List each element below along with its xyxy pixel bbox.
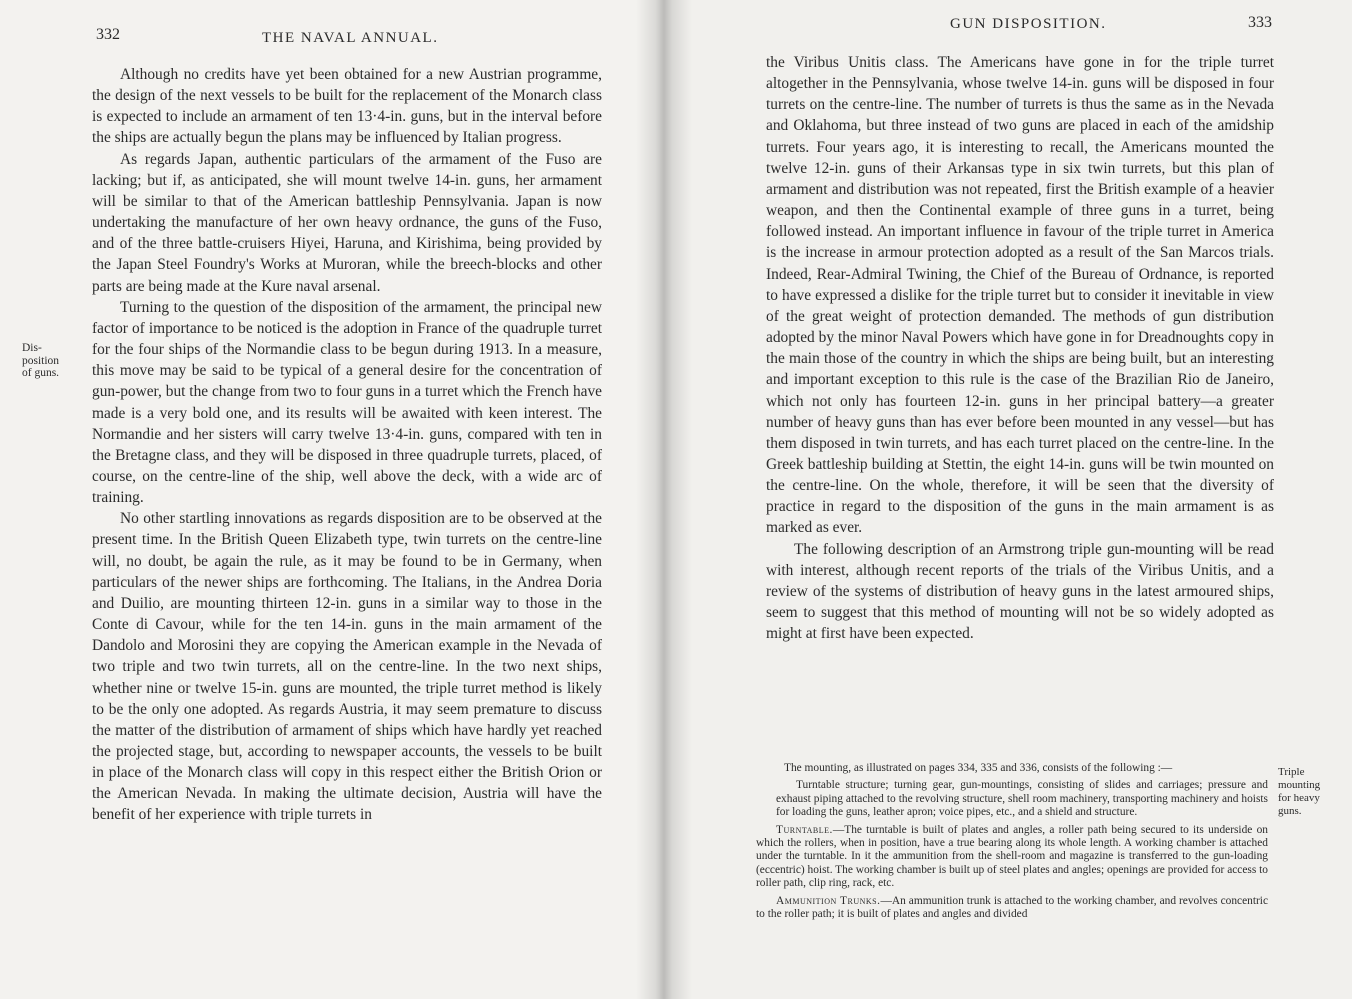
paragraph: Turning to the question of the disposition of the armament, the principal new factor of importance to be noticed is the adoption in France of the quadruple turret for the four ships of the Normandie class to be begun during 1913. In a measure, this move may be said to be typical of a general desire for the concentration of gun-power, but the change from two to four guns in a turret which the French have made is a very bold one, and its results will be awaited with keen interest. The Normandie and her sisters will carry twelve 13·4-in. guns, compared with ten in the Bretagne class, and they will be disposed in three quadruple turrets, placed, of course, on the centre-line of the ship, well above the deck, with a wide arc of training.: [92, 298, 602, 507]
paragraph: No other startling innovations as regards disposition are to be observed at the present time. In the British Queen Elizabeth type, twin turrets on the centre-line will, no doubt, be again the rule, as it may be found to be in Germany, when particulars of the newer ships are forthcoming. The Italians, in the Andrea Doria and Duilio, are mounting thirteen 12-in. guns in a similar way to those in the Conte di Cavour, while for the ten 14-in. guns in the main armament of the Dandolo and Morosini they are copying the American example in the Nevada of two triple and two twin turrets, all on the centre-line. In the two next ships, whether nine or twelve 15-in. guns are mounted, the triple turret method is likely to be the only one adopted. As regards Austria, it may seem premature to discuss the matter of the distribution of armament of ships which have hardly yet reached the projected stage, but, according to newspaper accounts, the vessels to be built in place of the Monarch class will copy in this respect either the British Orion or the American Nevada. In making the ultimate decision, Austria will have the benefit of her experience with triple turrets in: [92, 510, 602, 824]
margin-note-line: position: [22, 354, 60, 367]
margin-note-line: mounting: [1278, 779, 1321, 791]
trunks-heading: Ammunition Trunks.: [776, 894, 881, 907]
margin-note-line: of guns.: [22, 367, 60, 379]
right-page-number: 333: [1248, 14, 1272, 31]
small-print-list: Turntable structure; turning gear, gun-mountings, consisting of slides and carriages; pressure and exhaust piping attached to the revolving structure, shell room machinery, transporting machinery and hoists for loading the guns, leather apron; voice pipes, etc., and a shield and structure.: [776, 779, 1268, 819]
margin-note-line: guns.: [1278, 805, 1302, 817]
left-page-number: 332: [96, 26, 120, 43]
left-margin-note: [22, 342, 59, 380]
paragraph: As regards Japan, authentic particulars of the armament of the Fuso are lacking; but if, as anticipated, she will mount twelve 14-in. guns, her armament will be similar to that of the American battleship Pennsylvania. Japan is now undertaking the manufacture of her own heavy ordnance, the guns of the Fuso, and of the three battle-cruisers Hiyei, Haruna, and Kirishima, being provided by the Japan Steel Foundry's Works at Muroran, while the breech-blocks and other parts are being made at the Kure naval arsenal.: [92, 150, 602, 295]
paragraph: The following description of an Armstrong triple gun-mounting will be read with interest, although recent reports of the trials of the Viribus Unitis, and a review of the systems of distribution of heavy guns in the latest armoured ships, seem to suggest that this method of mounting will not be so widely adopted as might at first have been expected.: [766, 540, 1274, 643]
small-print-block: [756, 762, 1268, 925]
left-text-column: [92, 64, 602, 826]
right-margin-note: [1278, 766, 1320, 818]
trunks-paragraph: [756, 895, 1268, 922]
margin-note-line: for heavy: [1278, 792, 1320, 804]
right-text-column: [766, 52, 1274, 644]
turntable-paragraph: [756, 824, 1268, 891]
small-print-intro: The mounting, as illustrated on pages 334, 335 and 336, consists of the following :—: [784, 762, 1173, 774]
left-running-head: THE NAVAL ANNUAL.: [262, 30, 439, 46]
turntable-heading: Turntable.: [776, 823, 833, 836]
paragraph: Although no credits have yet been obtained for a new Austrian programme, the design of the next vessels to be built for the replacement of the Monarch class is expected to include an armament of ten 13·4-in. guns, but in the interval before the ships are actually begun the plans may be influenced by Italian progress.: [92, 66, 602, 147]
paragraph: the Viribus Unitis class. The Americans have gone in for the triple turret altogether in the Pennsylvania, whose twelve 14-in. guns will be disposed in four turrets on the centre-line. The number of turrets is thus the same as in the Nevada and Oklahoma, but three instead of two guns are placed in each of the amidship turrets. Four years ago, it is interesting to recall, the Americans mounted the twelve 12-in. guns of their Arkansas type in six twin turrets, but this plan of armament and distribution was not repeated, first the British example of a heavier weapon, and then the Continental example of three guns in a turret, being followed instead. An important influence in favour of the triple turret in America is the increase in armour protection adopted as a result of the San Marcos trials. Indeed, Rear-Admiral Twining, the Chief of the Bureau of Ordnance, is reported to have expressed a dislike for the triple turret but to consider it inevitable in view of the great weight of protection demanded. The methods of gun distribution adopted by the minor Naval Powers which have gone in for Dreadnoughts copy in the main those of the country in which the ships are being built, but an interesting and important exception to this rule is the case of the Brazilian Rio de Janeiro, which not only has fourteen 12-in. guns in her principal battery—a greater number of heavy guns than has ever before been mounted in any vessel—but has them disposed in twin turrets, and has each turret placed on the centre-line. In the Greek battleship building at Stettin, the eight 14-in. guns will be twin mounted on the centre-line. On the whole, therefore, it will be seen that the diversity of practice in regard to the disposition of the guns in the main armament is as marked as ever.: [766, 54, 1274, 537]
margin-note-line: Triple: [1278, 766, 1305, 778]
turntable-text: —The turntable is built of plates and angles, a roller path being secured to its underside on which the rollers, when in position, have a true bearing along its whole length. A working chamber is attached under the turntable. In it the ammunition from the shell-room and magazine is transferred to the gun-loading (eccentric) hoist. The working chamber is built up of steel plates and angles; openings are provided for access to roller path, clip ring, rack, etc.: [756, 823, 1268, 890]
margin-note-line: Dis-: [22, 342, 42, 354]
left-page: [0, 0, 660, 999]
trunks-text: —An ammunition trunk is attached to the working chamber, and revolves concentric to the roller path; it is built of plates and angles and divided: [756, 894, 1268, 921]
right-running-head: GUN DISPOSITION.: [950, 16, 1107, 32]
right-page: [660, 0, 1352, 999]
